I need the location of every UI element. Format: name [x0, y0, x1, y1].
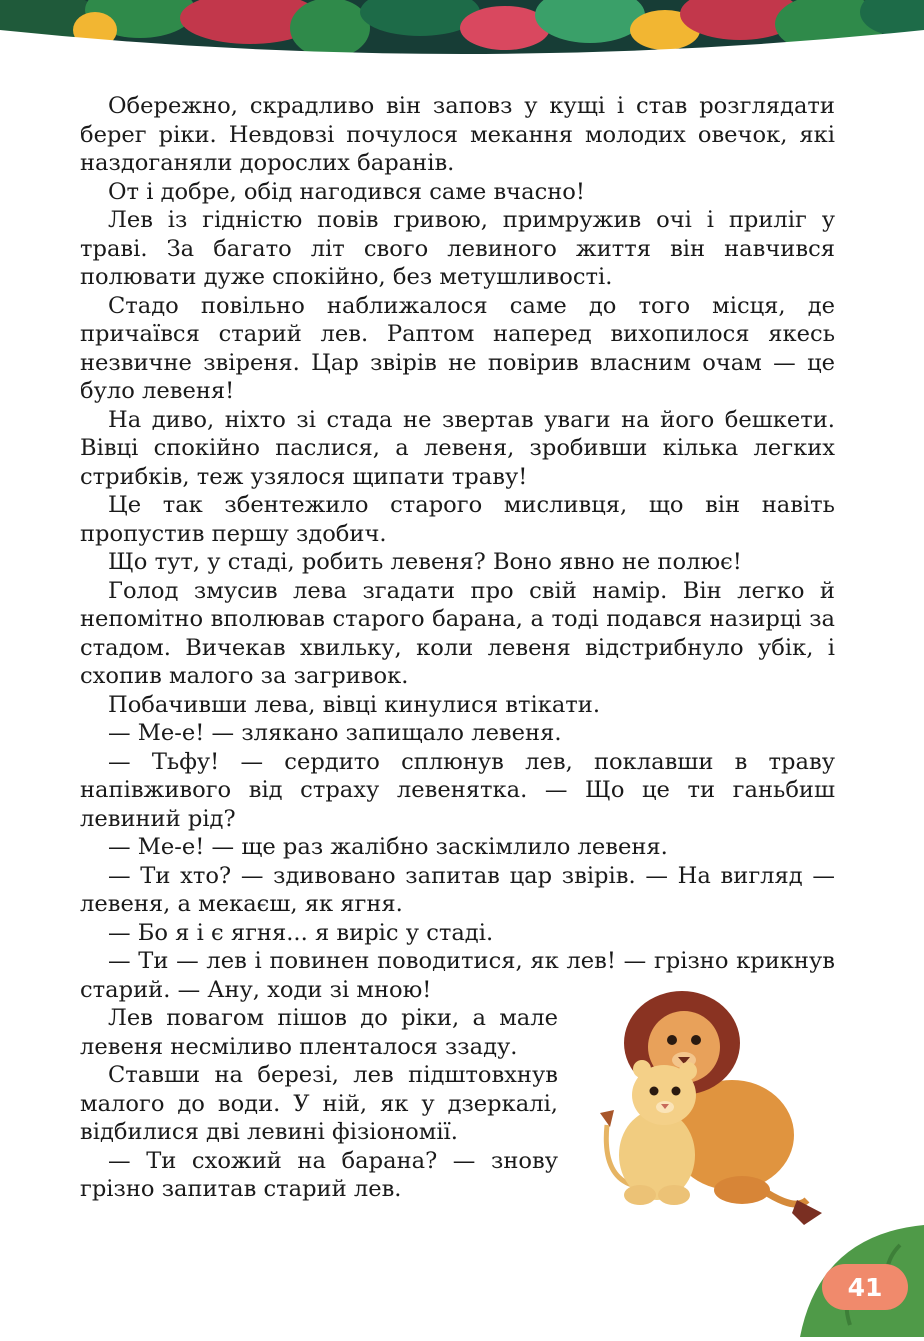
- paragraph: На диво, ніхто зі стада не звертав уваги на його бешкети. Вівці спокійно паслися, а левеня, зробивши кілька легких стрибків, теж узялося щипати траву!: [80, 406, 835, 490]
- paragraph: Побачивши лева, вівці кинулися втікати.: [108, 691, 601, 718]
- paragraph: Лев повагом пішов до ріки, а мале левеня несміливо пленталося ззаду.: [80, 1005, 558, 1060]
- lion-and-cub-illustration: [592, 985, 827, 1230]
- paragraph: — Ме-е! — злякано запищало левеня.: [108, 720, 562, 746]
- paragraph: Що тут, у стаді, робить левеня? Воно явно не полює!: [108, 549, 742, 575]
- paragraph: От і добре, обід нагодився саме вчасно!: [108, 178, 585, 205]
- page-number-badge: 41: [822, 1264, 908, 1310]
- paragraph: — Ти схожий на барана? — знову грізно запитав старий лев.: [80, 1147, 558, 1202]
- paragraph: Голод змусив лева згадати про свій намір. Він легко й непомітно вполював старого барана, а тоді подався назирці за стадом. Вичекав хвильку, коли левеня відстрибнуло убік, і схопив малого за загривок.: [80, 577, 835, 689]
- paragraph: Це так збентежило старого мисливця, що він навіть пропустив першу здобич.: [80, 492, 835, 547]
- paragraph: Лев із гідністю повів гривою, примружив очі і приліг у траві. За багато літ свого левиного життя він навчився полювати дуже спокійно, без метушливості.: [80, 207, 835, 290]
- paragraph: — Тьфу! — сердито сплюнув лев, поклавши в траву напівживого від страху левенятка. — Що це ти ганьбиш левиний рід?: [80, 748, 835, 832]
- paragraph: — Бо я і є ягня... я виріс у стаді.: [108, 919, 494, 946]
- paragraph: Стадо повільно наближалося саме до того місця, де причаївся старий лев. Раптом наперед вихопилося якесь незвичне звіреня. Цар звірів не повірив власним очам — це було левеня!: [80, 292, 835, 404]
- paragraph: Обережно, скрадливо він заповз у кущі і став розглядати берег ріки. Невдовзі почулося мекання молодих овечок, які наздоганяли дорослих баранів.: [80, 93, 835, 176]
- paragraph: — Ти — лев і повинен поводитися, як лев! — грізно крикнув старий. — Ану, ходи зі мною!: [80, 948, 835, 1003]
- paragraph: — Ти хто? — здивовано запитав цар звірів. — На вигляд — левеня, а мекаєш, як ягня.: [80, 862, 835, 917]
- jungle-banner-illustration: [0, 0, 924, 62]
- paragraph: Ставши на березі, лев підштовхнув малого до води. У ній, як у дзеркалі, відбилися дві левині фізіономії.: [80, 1062, 558, 1145]
- paragraph: — Ме-е! — ще раз жалібно заскімлило левеня.: [108, 834, 668, 860]
